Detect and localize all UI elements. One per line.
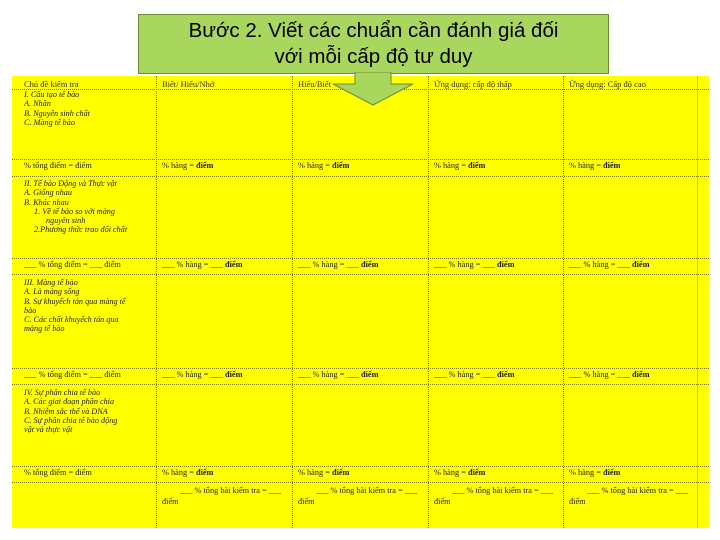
row-cell: % hàng = điểm (434, 468, 486, 477)
grid-line (12, 384, 709, 385)
footer-line: ___ % tổng bài kiểm tra = ___ (316, 486, 418, 495)
footer-cell (569, 485, 688, 507)
header-remember: Biết/ Hiểu/Nhớ (162, 79, 215, 89)
row-cell: ___ % hàng = ___ điểm (298, 370, 379, 379)
row-cell: % hàng = điểm (569, 468, 621, 477)
grid-line (563, 76, 564, 528)
row-cell: ___ % hàng = ___ điểm (434, 260, 515, 269)
title-line-2: với mỗi cấp độ tư duy (274, 45, 473, 68)
topic-line: A. Các giai đoạn phân chia (24, 397, 115, 407)
footer-line: ___ % tổng bài kiểm tra = ___ (587, 486, 689, 495)
topic-line: C. Sự phân chia tế bào động (24, 415, 118, 425)
topic-4 (24, 388, 154, 434)
row-cell: % hàng = điểm (162, 468, 214, 477)
row-cell: ___ % hàng = ___ điểm (298, 260, 379, 269)
topic-2 (24, 179, 154, 235)
row-cell: % hàng = điểm (569, 161, 621, 170)
topic-subline: nguyên sinh (46, 216, 86, 226)
footer-line: điểm (298, 497, 315, 506)
topic-line: vật và thực vật (24, 425, 73, 435)
footer-cell (298, 485, 417, 507)
topic-line: bào (24, 305, 37, 315)
grid-line (12, 466, 709, 467)
topic-subline: 1. Về tế bào so với màng (34, 206, 115, 216)
footer-line: điểm (434, 497, 451, 506)
topic-line: I. Cấu tạo tế bào (24, 90, 80, 99)
row-cell: % hàng = điểm (162, 161, 214, 170)
grid-line (156, 76, 157, 528)
topic-line: II. Tế bào Động và Thực vật (24, 179, 117, 188)
topic-line: A. Là màng sống (24, 287, 80, 297)
row-cell: % hàng = điểm (434, 161, 486, 170)
slide-title (139, 18, 608, 70)
topic-line: B. Nguyên sinh chất (24, 108, 90, 118)
topic-line: C. Các chất khuyếch tán qua (24, 315, 119, 325)
grid-line (292, 76, 293, 528)
footer-cell (162, 485, 281, 507)
title-line-1: Bước 2. Viết các chuẩn cần đánh giá đối (188, 19, 559, 42)
row-cell: ___ % hàng = ___ điểm (162, 260, 243, 269)
grid-line (12, 274, 709, 275)
topic-line: III. Màng tế bào (24, 278, 78, 287)
topic-3 (24, 278, 154, 334)
topic-line: A. Giống nhau (24, 188, 72, 198)
grid-line (12, 176, 709, 177)
topic-line: IV. Sự phân chia tế bào (24, 388, 101, 397)
row-cell: ___ % hàng = ___ điểm (434, 370, 515, 379)
footer-line: ___ % tổng bài kiểm tra = ___ (180, 486, 282, 495)
topic-line: C. Màng tế bào (24, 117, 75, 127)
down-arrow-icon (331, 72, 415, 106)
header-apply-high: Ứng dụng: Cấp độ cao (569, 79, 646, 89)
grid-line (12, 368, 709, 369)
footer-cell (434, 485, 553, 507)
topic-line: A. Nhân (24, 99, 51, 109)
title-callout (138, 14, 609, 74)
row-cell: ___ % hàng = ___ điểm (569, 260, 650, 269)
row-cell: % hàng = điểm (298, 161, 350, 170)
row-total: % tổng điểm = điểm (24, 468, 92, 477)
table-edge (697, 76, 698, 528)
footer-line: điểm (162, 497, 179, 506)
topic-line: màng tế bào (24, 324, 65, 334)
grid-line (12, 482, 709, 483)
topic-line: B. Sự khuyếch tán qua màng tế (24, 296, 126, 306)
grid-line (12, 258, 709, 259)
grid-line (428, 76, 429, 528)
footer-line: ___ % tổng bài kiểm tra = ___ (452, 486, 554, 495)
row-total: % tổng điểm = điểm (24, 161, 92, 170)
topic-line: B. Khác nhau (24, 197, 69, 207)
topic-line: B. Nhiễm sắc thể và DNA (24, 406, 108, 416)
row-total: ___ % tổng điểm = ___ điểm (24, 260, 121, 269)
row-cell: % hàng = điểm (298, 468, 350, 477)
footer-line: điểm (569, 497, 586, 506)
row-total: ___ % tổng điểm = ___ điểm (24, 370, 121, 379)
worksheet-table (12, 76, 709, 528)
header-apply-low: Ứng dụng: cấp độ thấp (434, 79, 512, 89)
topic-1 (24, 90, 154, 127)
header-understand: Hiểu/Biết (298, 79, 332, 89)
header-topic: Chủ đề kiểm tra (24, 79, 79, 89)
grid-line (12, 159, 709, 160)
row-cell: ___ % hàng = ___ điểm (162, 370, 243, 379)
topic-subline: 2.Phương thức trao đổi chất (34, 225, 128, 235)
row-cell: ___ % hàng = ___ điểm (569, 370, 650, 379)
